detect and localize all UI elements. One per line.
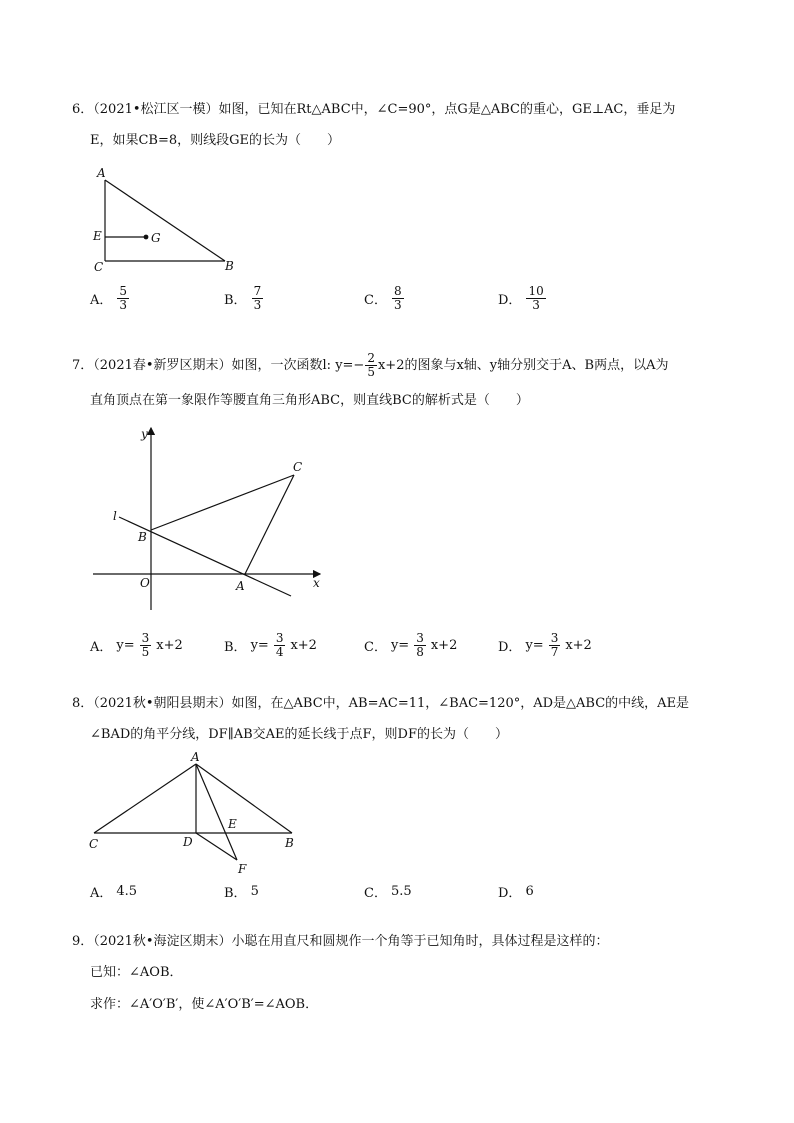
q6-option-b-letter: B．	[224, 293, 247, 308]
q8-label-c: C	[89, 837, 99, 851]
q7-option-c-den: 8	[416, 645, 424, 659]
q7-label-l: l	[113, 509, 117, 523]
q7-option-d-den: 7	[550, 645, 559, 659]
q6-option-d-den: 3	[532, 298, 540, 312]
q9-text-line2: 已知：∠AOB．	[90, 965, 183, 980]
q7-option-d-suffix: x+2	[565, 638, 592, 653]
q7-option-c-prefix: y=	[390, 638, 410, 653]
q7-frac-den: 5	[367, 365, 375, 379]
q7-option-a-num: 3	[141, 631, 150, 645]
q8-option-c[interactable]	[364, 882, 412, 901]
q7-segment-bc	[151, 475, 294, 530]
q7-option-d-letter: D．	[498, 640, 522, 655]
q7-option-b-fraction	[274, 632, 286, 659]
q7-option-c-suffix: x+2	[430, 638, 458, 653]
q7-option-b-letter: B．	[224, 640, 247, 655]
q6-label-a: A	[97, 166, 106, 180]
q7-option-d[interactable]	[498, 632, 592, 659]
q6-label-c: C	[94, 260, 104, 274]
q8-text-line1: 8．（2021秋•朝阳县期末）如图，在△ABC中，AB=AC=11，∠BAC=120°，AD是△ABC的中线，AE是	[72, 696, 690, 711]
q7-label-y: y	[141, 427, 148, 441]
q6-label-g: G	[151, 231, 161, 245]
q8-option-a-letter: A．	[90, 886, 113, 901]
q6-label-e: E	[93, 229, 102, 243]
q8-option-d[interactable]	[498, 882, 534, 901]
q6-option-c-num: 8	[393, 284, 402, 298]
q7-option-d-fraction	[549, 632, 561, 659]
q7-segment-ca	[245, 475, 294, 574]
q6-option-c[interactable]	[364, 285, 405, 312]
q8-option-b-letter: B．	[224, 886, 247, 901]
q6-point-g	[144, 235, 149, 240]
q8-label-f: F	[238, 862, 247, 876]
q8-option-b-value: 5	[250, 884, 259, 899]
q6-side-ab	[105, 180, 225, 261]
q7-option-a[interactable]	[90, 632, 183, 659]
q7-option-b-den: 4	[275, 645, 284, 659]
q6-option-c-letter: C．	[364, 293, 387, 308]
q7-label-a: A	[236, 579, 245, 593]
q6-option-d[interactable]	[498, 285, 547, 312]
q6-option-d-fraction	[526, 285, 545, 312]
q8-label-d: D	[183, 835, 193, 849]
q8-option-b[interactable]	[224, 882, 259, 901]
q8-option-c-value: 5.5	[390, 884, 412, 899]
q6-option-a-fraction	[117, 285, 129, 312]
q6-option-b-fraction	[252, 285, 264, 312]
q7-label-b: B	[138, 530, 147, 544]
q7-option-c-num: 3	[416, 631, 424, 645]
q6-text-line1: 6．（2021•松江区一模）如图，已知在Rt△ABC中，∠C=90°，点G是△ABC的重心，GE⊥AC，垂足为	[72, 102, 676, 117]
q7-option-b-suffix: x+2	[290, 638, 317, 653]
q7-frac-num: 2	[367, 351, 375, 365]
q8-option-a-value: 4.5	[116, 884, 138, 899]
q7-option-a-letter: A．	[90, 640, 113, 655]
q7-label-x: x	[313, 576, 320, 590]
q6-option-a[interactable]	[90, 285, 130, 312]
q6-text-line2: E，如果CB=8，则线段GE的长为（ ）	[90, 133, 341, 148]
q7-option-c[interactable]	[364, 632, 457, 659]
q8-label-b: B	[285, 836, 294, 850]
q6-option-a-letter: A．	[90, 293, 113, 308]
q7-option-b[interactable]	[224, 632, 317, 659]
q6-option-a-den: 3	[119, 298, 128, 312]
q9-text-line1: 9．（2021秋•海淀区期末）小聪在用直尺和圆规作一个角等于已知角时，具体过程是这样的：	[72, 934, 609, 949]
q8-option-a[interactable]	[90, 882, 137, 901]
q7-text-line1-a: 7．（2021春•新罗区期末）如图，一次函数l: y=−	[72, 357, 365, 373]
q8-figure	[85, 748, 315, 878]
q7-option-a-prefix: y=	[116, 638, 135, 653]
q7-option-d-num: 3	[550, 631, 559, 645]
q7-figure	[85, 420, 335, 620]
q7-option-a-suffix: x+2	[156, 638, 183, 653]
q6-option-c-fraction	[392, 285, 404, 312]
q7-line-fraction	[365, 352, 377, 379]
q7-option-b-num: 3	[275, 631, 284, 645]
q7-label-o: O	[140, 576, 150, 590]
q6-option-b[interactable]	[224, 285, 264, 312]
q8-label-a: A	[191, 750, 200, 764]
q7-label-c: C	[293, 460, 303, 474]
q6-figure	[85, 160, 255, 280]
q7-text-line1	[72, 352, 668, 379]
q6-option-c-den: 3	[393, 298, 402, 312]
q8-side-ac	[94, 764, 196, 833]
q7-option-c-fraction	[414, 632, 426, 659]
q8-option-c-letter: C．	[364, 886, 387, 901]
q7-option-d-prefix: y=	[525, 638, 544, 653]
q7-option-b-prefix: y=	[250, 638, 269, 653]
q7-text-line2: 直角顶点在第一象限作等腰直角三角形ABC，则直线BC的解析式是（ ）	[90, 393, 529, 408]
q6-option-d-letter: D．	[498, 293, 522, 308]
q6-option-d-num: 10	[528, 284, 544, 298]
q6-option-b-num: 7	[253, 284, 262, 298]
q7-option-c-letter: C．	[364, 640, 387, 655]
q7-option-a-den: 5	[141, 645, 150, 659]
q6-option-b-den: 3	[253, 298, 262, 312]
q7-text-line1-b: x+2的图象与x轴、y轴分别交于A、B两点，以A为	[377, 357, 669, 373]
q8-label-e: E	[228, 817, 237, 831]
q6-label-b: B	[225, 259, 234, 273]
q8-option-d-value: 6	[525, 884, 534, 899]
q8-text-line2: ∠BAD的角平分线，DF∥AB交AE的延长线于点F，则DF的长为（ ）	[90, 727, 508, 742]
q9-text-line3: 求作：∠A′O′B′，使∠A′O′B′=∠AOB．	[90, 997, 319, 1012]
q8-option-d-letter: D．	[498, 886, 522, 901]
q6-option-a-num: 5	[119, 284, 128, 298]
q7-option-a-fraction	[140, 632, 152, 659]
